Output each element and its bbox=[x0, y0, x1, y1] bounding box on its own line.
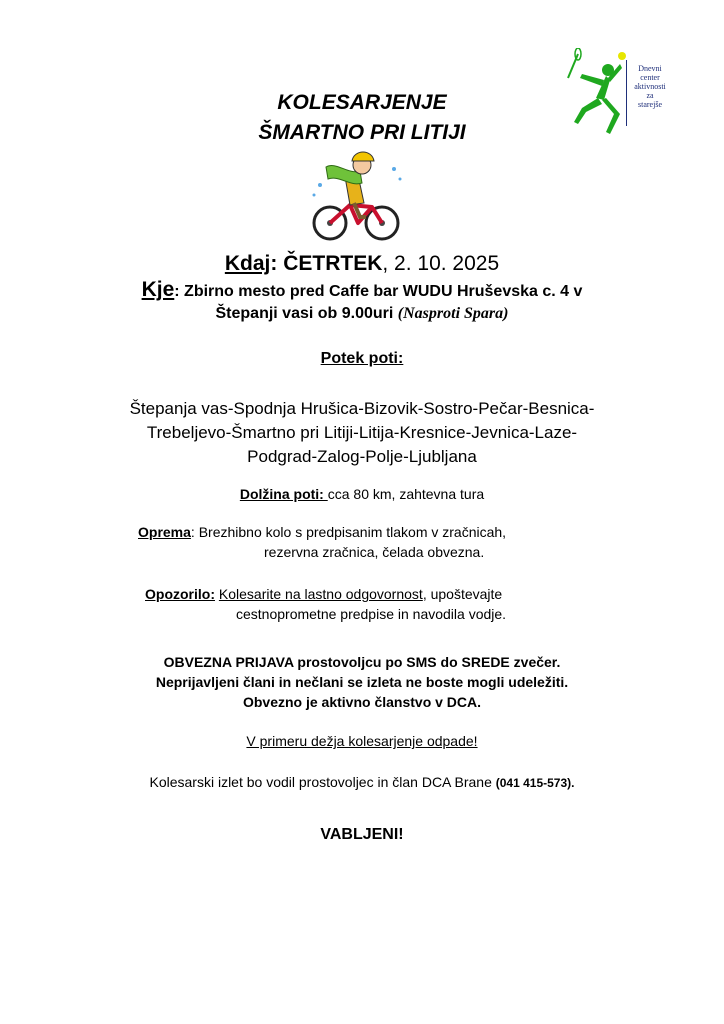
cyclist-icon bbox=[300, 145, 410, 245]
where-text-2: Štepanji vasi ob 9.00uri bbox=[215, 305, 398, 322]
rain-notice: V primeru dežja kolesarjenje odpade! bbox=[246, 733, 478, 749]
logo-line-4: za bbox=[646, 91, 654, 100]
registration-line-3: Obvezno je aktivno članstvo v DCA. bbox=[242, 694, 482, 710]
equipment-line-2: rezervna zračnica, čelada obvezna. bbox=[264, 544, 485, 560]
equipment-text-1: : Brezhibno kolo s predpisanim tlakom v zračnicah, bbox=[190, 524, 507, 540]
warning-text-1: , upoštevajte bbox=[422, 586, 503, 602]
registration-block bbox=[0, 652, 724, 712]
registration-line-2: Neprijavljeni člani in nečlani se izleta ne boste mogli udeležiti. bbox=[155, 674, 569, 690]
equipment-label: Oprema bbox=[138, 524, 191, 540]
warning-underlined: Kolesarite na lastno odgovornost bbox=[218, 586, 423, 602]
where-line-1 bbox=[0, 278, 724, 304]
registration-line-1: OBVEZNA PRIJAVA prostovoljcu po SMS do SREDE zvečer. bbox=[163, 654, 561, 670]
equipment-line-1 bbox=[138, 522, 506, 542]
logo-line-3: aktivnosti bbox=[634, 82, 666, 91]
route-text bbox=[0, 397, 724, 469]
when-label: Kdaj bbox=[224, 252, 271, 275]
warning-line-1 bbox=[145, 584, 502, 604]
where-text-1: : Zbirno mesto pred Caffe bar WUDU Hruševska c. 4 v bbox=[174, 283, 583, 300]
where-line-2 bbox=[0, 302, 724, 326]
where-label: Kje bbox=[141, 278, 175, 301]
when-day: ČETRTEK bbox=[283, 252, 383, 275]
logo-line-2: center bbox=[640, 73, 660, 82]
length-label: Dolžina poti: bbox=[239, 486, 328, 502]
closing-text: VABLJENI! bbox=[320, 826, 404, 843]
route-heading: Potek poti: bbox=[320, 350, 404, 367]
leader-phone: (041 415-573). bbox=[495, 776, 575, 790]
title-line-1: KOLESARJENJE bbox=[277, 91, 447, 114]
logo-line-1: Dnevni bbox=[638, 64, 662, 73]
when-date: , 2. 10. 2025 bbox=[382, 252, 500, 275]
leader-text: Kolesarski izlet bo vodil prostovoljec in član DCA Brane bbox=[149, 774, 496, 790]
title-line-2: ŠMARTNO PRI LITIJI bbox=[258, 121, 466, 144]
route-line-2: Trebeljevo-Šmartno pri Litiji-Litija-Kresnice-Jevnica-Laze- bbox=[146, 423, 578, 442]
when-line bbox=[0, 250, 724, 278]
cyclist-illustration bbox=[300, 145, 410, 245]
warning-label: Opozorilo: bbox=[145, 586, 215, 602]
route-line-1: Štepanja vas-Spodnja Hrušica-Bizovik-Sostro-Pečar-Besnica- bbox=[129, 399, 595, 418]
length-value: cca 80 km, zahtevna tura bbox=[327, 486, 485, 502]
logo-line-5: starejše bbox=[638, 100, 662, 109]
when-colon: : bbox=[270, 252, 278, 275]
warning-line-2: cestnoprometne predpise in navodila vodje. bbox=[236, 606, 507, 622]
route-line-3: Podgrad-Zalog-Polje-Ljubljana bbox=[247, 447, 477, 466]
where-note: (Nasproti Spara) bbox=[397, 305, 509, 322]
length-line bbox=[0, 484, 724, 504]
leader-line bbox=[0, 772, 724, 793]
